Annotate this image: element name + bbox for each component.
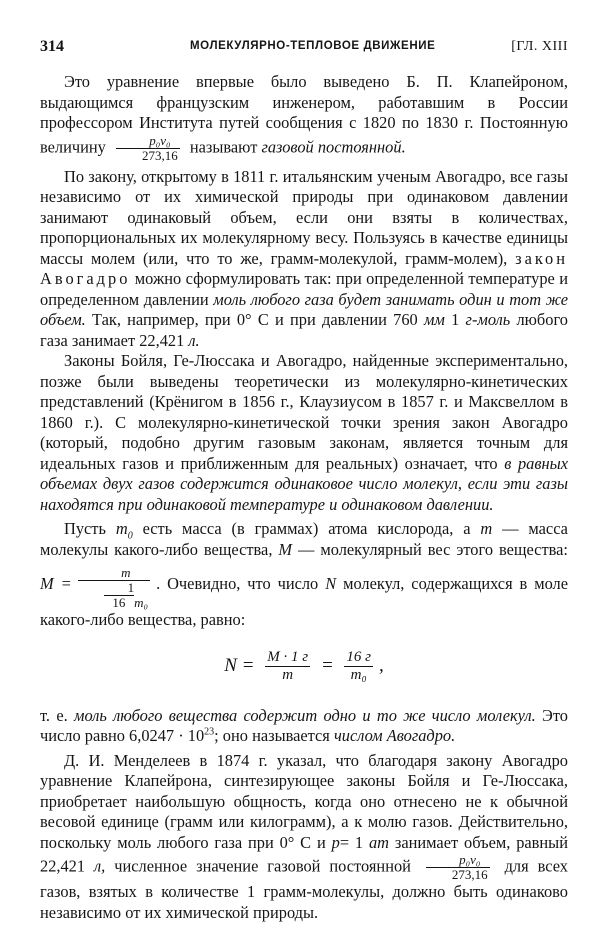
symbol-m0: $m_0$ — [115, 519, 133, 542]
paragraph-mendeleev — [40, 751, 568, 924]
unit-gmol: г-моль — [465, 310, 511, 329]
paragraph-text: можно сформулировать так: при определенной температуре и определенном давлении — [40, 269, 568, 309]
paragraph-text: Это число равно 6,0247 · 10 — [40, 705, 568, 745]
unit-liter: л, — [94, 856, 106, 876]
symbol-m: m — [480, 519, 493, 538]
fraction-numerator: 16 г — [346, 648, 372, 665]
term-avogadro-number: числом Авогадро. — [333, 726, 456, 745]
paragraph-text: Очевидно, что число — [167, 573, 319, 593]
paragraph-text: молекул, содержащихся в моле какого-либо вещества, равно: — [40, 573, 569, 629]
paragraph-clapeyron — [40, 72, 568, 163]
page-header — [40, 38, 568, 58]
molecular-weight-fraction — [78, 566, 150, 610]
fraction-denominator: m — [282, 666, 294, 683]
symbol-N: N — [325, 573, 337, 593]
paragraph-text: ; оно называется — [214, 726, 330, 745]
page-body — [40, 72, 568, 923]
paragraph-text: занимает объем, равный 22,421 — [40, 832, 568, 876]
paragraph-text: Д. И. Менделеев в 1874 г. указал, что благодаря закону Авогадро уравнение Клапейрона, синтезирующее законы Бойля и Ге-Люссака, приобретает наибольшую общность, когда оно отнесено не к обычной весовой единице (грамм или килограмм), а к молю газов. Действительно, поскольку моль любого газа при 0° С и — [40, 750, 568, 852]
unit-mm: мм — [423, 310, 445, 329]
paragraph-text: Пусть — [64, 519, 106, 538]
paragraph-text: — молекулярный вес этого вещества: — [298, 539, 568, 559]
gas-constant-fraction — [116, 134, 180, 163]
fraction-numerator: M · 1 г — [267, 648, 309, 665]
gas-constant-fraction — [426, 853, 490, 882]
spaced-term-avogadro-law: закон Авогадро — [40, 248, 568, 288]
page-number: 314 — [40, 38, 64, 55]
exponent: 23 — [204, 726, 215, 738]
paragraph-text: для всех газов, взятых в количестве 1 грамм-молекулы, должно быть одинаково независимо от их химической природы. — [40, 856, 568, 922]
symbol-M: M — [278, 539, 293, 559]
fraction-denominator: 273,16 — [141, 147, 178, 163]
running-title: МОЛЕКУЛЯРНО-ТЕПЛОВОЕ ДВИЖЕНИЕ — [190, 40, 436, 52]
term-gas-constant: газовой постоянной. — [261, 136, 406, 156]
paragraph-avogadro-law — [40, 167, 568, 352]
equation-lhs: M = — [40, 573, 72, 593]
paragraph-text: По закону, открытому в 1811 г. итальянским ученым Авогадро, все газы независимо от их химической природы при одинаковом давлении занимают одинаковый объем, если они взяты в количествах, пропорциональных их молекулярному весу. Пользуясь в качестве единицы массы молем (или, что то же, грамм-молекулой, грамм-молем), — [40, 166, 568, 268]
paragraph-text: называют — [189, 136, 258, 156]
italic-statement: в равных объемах двух газов содержится одинаковое число молекул, если эти газы находятся при одинаковой температуре и одинаковом давлении. — [40, 453, 568, 514]
paragraph-text: численное значение газовой постоянной — [114, 856, 411, 876]
formula-fraction-1 — [265, 649, 310, 684]
unit-liter: л. — [188, 330, 200, 350]
paragraph-text: = 1 — [339, 832, 364, 852]
paragraph-text: Это уравнение впервые было выведено Б. П. Клапейроном, выдающимся французским инженером, работавшим в России профессором Института путей сообщения с 1820 по 1830 г. Постоянную величину — [40, 72, 568, 156]
formula-lhs: N = — [224, 654, 255, 676]
italic-statement: моль любого вещества содержит одно и то же число молекул. — [73, 705, 536, 725]
paragraph-text: т. е. — [40, 705, 68, 725]
avogadro-number-formula — [40, 649, 568, 684]
fraction-denominator: $\frac{1}{16}m_0$ — [78, 581, 150, 610]
paragraph-avogadro-number — [40, 706, 568, 747]
paragraph-text: есть масса (в граммах) атома кислорода, а — [142, 519, 471, 538]
paragraph-molecular-mass: Пусть $m_0$ есть масса (в граммах) атома кислорода, а m — масса молекулы какого-либо вещества, M — молекулярный вес этого вещества: M = $\frac{m}{\frac{1}{16}m_0}$ . Очевидно, что число N молекул, содержащихся в моле какого-либо вещества, равно: — [40, 519, 569, 629]
paragraph-text: 1 — [451, 310, 460, 329]
chapter-label: [ГЛ. XIII — [511, 39, 568, 54]
italic-statement: моль любого газа будет занимать один и тот же объем. — [40, 289, 569, 329]
paragraph-text: Законы Бойля, Ге-Люссака и Авогадро, найденные экспериментально, позже были выведены теоретически из молекулярно-кинетических представлений (Крёнигом в 1856 г., Клаузиусом в 1857 г. и Максвеллом в 1860 г.). С молекулярно-кинетической точки зрения закон Авогадро (который, подобно другим газовым законам, является точным для идеальных газов и приближенным для реальных) означает, что — [40, 351, 568, 473]
unit-atm: ат — [368, 832, 390, 852]
fraction-denominator: 273,16 — [451, 867, 488, 882]
formula-fraction-2 — [344, 649, 373, 684]
paragraph-text: любого газа занимает 22,421 — [40, 310, 568, 350]
formula-equals: = — [320, 654, 334, 676]
fraction-numerator: p₀v₀ — [426, 853, 490, 868]
paragraph-text: Так, например, при 0° С и при давлении 760 — [91, 310, 418, 329]
fraction-numerator: p₀v₀ — [116, 134, 180, 149]
paragraph-kinetic-theory — [40, 351, 568, 515]
paragraph-text: — масса молекулы какого-либо вещества, — [40, 519, 568, 559]
fraction-denominator: m₀ — [350, 666, 367, 683]
formula-comma: , — [379, 654, 384, 676]
fraction-numerator: m — [78, 566, 150, 581]
symbol-p: p — [331, 832, 340, 852]
